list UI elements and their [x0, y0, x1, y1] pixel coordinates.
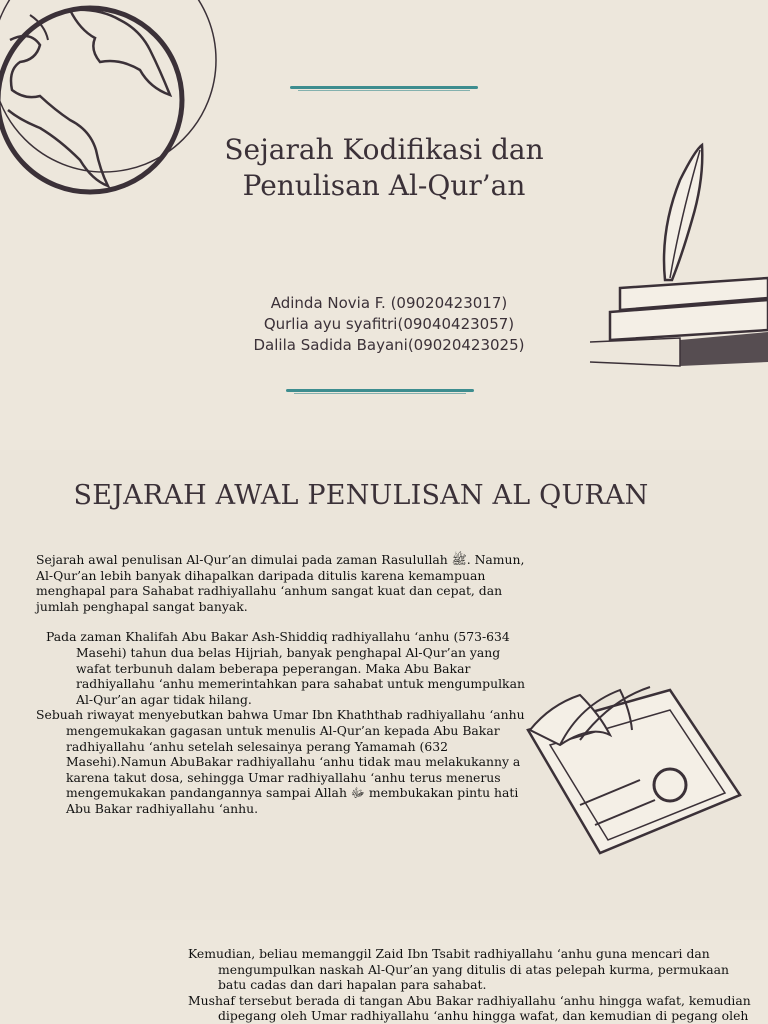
paragraph: Sejarah awal penulisan Al-Qur’an dimulai pada zaman Rasulullah ﷺ. Namun, Al-Qur’an lebih banyak dihapalkan daripada ditulis karena kemampuan menghapal para Sahabat radhiyallahu ‘anhum sangat kuat dan cepat, dan jumlah penghapal sangat banyak. — [36, 552, 525, 614]
content-body — [188, 946, 753, 1024]
open-book-illustration-icon — [520, 685, 760, 860]
bottom-divider — [286, 389, 474, 392]
quill-books-illustration-icon — [580, 140, 768, 370]
paragraph: Mushaf tersebut berada di tangan Abu Bakar radhiyallahu ‘anhu hingga wafat, kemudian dipegang oleh Umar radhiyallahu ‘anhu hingga wafat, dan kemudian di pegang oleh — [188, 992, 751, 1024]
top-divider — [290, 86, 478, 89]
paragraph: Sebuah riwayat menyebutkan bahwa Umar Ibn Khaththab radhiyallahu ‘anhu mengemukakan gagasan untuk menulis Al-Qur’an kepada Abu Bakar radhiyallahu ‘anhu setelah selesainya perang Yamamah (632 Masehi).Namun AbuBakar radhiyallahu ‘anhu tidak mau melakukanny a karena takut dosa, sehingga Umar radhiyallahu ‘anhu terus menerus mengemukakan pandangannya sampai Allah ﷻ membukakan pintu hati Abu Bakar radhiyallahu ‘anhu. — [36, 707, 525, 816]
content-slide — [0, 450, 768, 920]
content-body — [36, 552, 536, 817]
presentation-title: Sejarah Kodifikasi dan Penulisan Al-Qur’an — [224, 133, 544, 202]
paragraph: Pada zaman Khalifah Abu Bakar Ash-Shiddiq radhiyallahu ‘anhu (573-634 Masehi) tahun dua belas Hijriah, banyak penghapal Al-Qur’an yang wafat terbunuh dalam beberapa peperangan. Maka Abu Bakar radhiyallahu ‘anhu memerintahkan para sahabat untuk mengumpulkan Al-Qur’an agar tidak hilang. — [46, 629, 525, 707]
title-slide — [0, 0, 768, 450]
section-heading: SEJARAH AWAL PENULISAN AL QURAN — [73, 480, 649, 511]
author-name: Qurlia ayu syafitri(09040423057) — [263, 315, 515, 333]
continuation-slide — [0, 920, 768, 1024]
paragraph: Kemudian, beliau memanggil Zaid Ibn Tsabit radhiyallahu ‘anhu guna mencari dan mengumpulkan naskah Al-Qur’an yang ditulis di atas pelepah kurma, permukaan batu cadas dan dari hapalan para sahabat. — [188, 946, 729, 993]
author-name: Adinda Novia F. (09020423017) — [270, 294, 508, 312]
author-name: Dalila Sadida Bayani(09020423025) — [253, 336, 525, 354]
